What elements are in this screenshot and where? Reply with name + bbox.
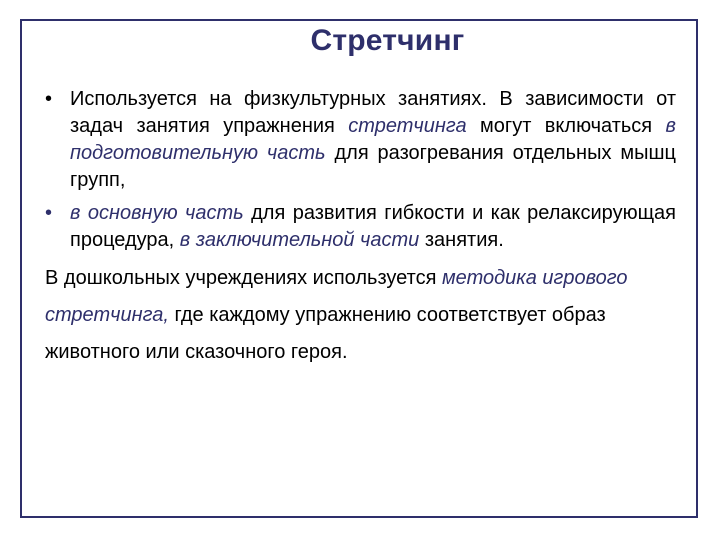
italic-term: в основную часть bbox=[70, 202, 244, 224]
bullet-list bbox=[45, 86, 676, 254]
italic-term: в подготовительную часть bbox=[70, 115, 676, 164]
italic-term: в заключительной части bbox=[179, 229, 420, 251]
text-segment: В дошкольных учреждениях используется bbox=[45, 267, 442, 289]
text-segment: Используется на физкультурных занятиях. В зависимости от задач занятия упражнения bbox=[70, 88, 676, 137]
bullet-item-2 bbox=[45, 200, 676, 254]
slide-title: Стретчинг bbox=[310, 24, 465, 57]
bullet-dot-icon: • bbox=[45, 202, 53, 224]
italic-term: методика игрового стретчинга, bbox=[45, 267, 628, 326]
text-segment: занятия. bbox=[419, 229, 504, 251]
body-paragraph bbox=[45, 260, 676, 371]
text-segment: для развития гибкости и как релаксирующая процедура, bbox=[70, 202, 676, 251]
slide-content bbox=[45, 86, 676, 371]
text-segment: где каждому упражнению соответствует образ животного или сказочного героя. bbox=[45, 304, 606, 363]
bullet-item-1 bbox=[45, 86, 676, 194]
bullet-dot-icon: • bbox=[45, 88, 53, 110]
italic-term: стретчинга bbox=[348, 115, 467, 137]
text-segment: могут включаться bbox=[466, 115, 666, 137]
text-segment: для разогревания отдельных мышц групп, bbox=[70, 142, 676, 191]
